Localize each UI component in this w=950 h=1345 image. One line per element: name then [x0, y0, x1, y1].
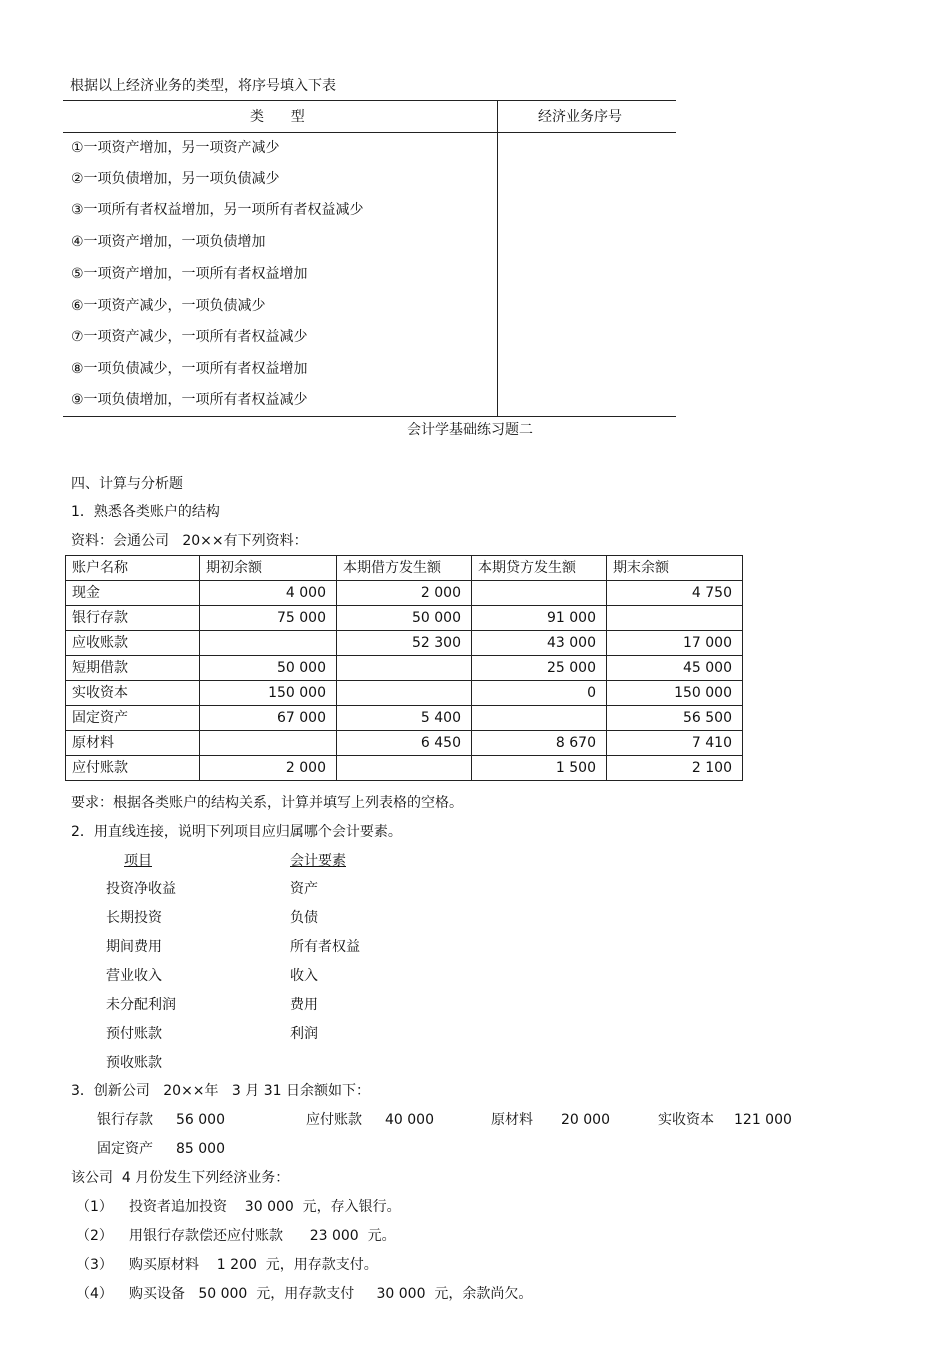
q3-april-intro: 该公司 4 月份发生下列经济业务： — [71, 1170, 290, 1186]
opening-balance: 2 000 — [200, 756, 337, 781]
balance-value: 85 000 — [176, 1141, 225, 1157]
q2-item: 预付账款 — [106, 1026, 162, 1042]
debit-amount: 52 300 — [337, 631, 472, 656]
transaction-number: （1） — [76, 1199, 113, 1215]
header-cell: 账户名称 — [66, 556, 200, 581]
header-sequence: 经济业务序号 — [538, 109, 622, 125]
q1-requirement: 要求：根据各类账户的结构关系，计算并填写上列表格的空格。 — [71, 795, 463, 811]
table-row — [66, 706, 743, 731]
q2-elements-header: 会计要素 — [290, 853, 346, 869]
table-row — [66, 631, 743, 656]
table-row — [66, 681, 743, 706]
opening-balance: 50 000 — [200, 656, 337, 681]
q2-item: 未分配利润 — [106, 997, 176, 1013]
debit-amount: 5 400 — [337, 706, 472, 731]
balance-value: 40 000 — [385, 1112, 434, 1128]
transaction-text: 用银行存款偿还应付账款 23 000 元。 — [129, 1228, 396, 1244]
type-row: ⑤一项资产增加，一项所有者权益增加 — [71, 266, 308, 282]
q2-items-header: 项目 — [124, 853, 152, 869]
transaction-number: （3） — [76, 1257, 113, 1273]
credit-amount: 43 000 — [472, 631, 607, 656]
debit-amount: 50 000 — [337, 606, 472, 631]
account-table — [65, 555, 743, 781]
table-row — [66, 756, 743, 781]
table-column-divider — [497, 100, 498, 417]
balance-name: 实收资本 — [658, 1112, 714, 1128]
transaction-text: 购买设备 50 000 元，用存款支付 30 000 元，余款尚欠。 — [129, 1286, 533, 1302]
table-header-row — [66, 556, 743, 581]
header-cell: 期末余额 — [607, 556, 743, 581]
transaction-number: （4） — [76, 1286, 113, 1302]
transaction-number: （2） — [76, 1228, 113, 1244]
q2-item: 营业收入 — [106, 968, 162, 984]
q2-element: 负债 — [290, 910, 318, 926]
closing-balance: 45 000 — [607, 656, 743, 681]
type-row: ⑦一项资产减少，一项所有者权益减少 — [71, 329, 308, 345]
type-row: ①一项资产增加，另一项资产减少 — [71, 140, 280, 156]
closing-balance — [607, 606, 743, 631]
type-row: ④一项资产增加，一项负债增加 — [71, 234, 266, 250]
q2-item: 预收账款 — [106, 1055, 162, 1071]
opening-balance: 4 000 — [200, 581, 337, 606]
balance-value: 121 000 — [734, 1112, 792, 1128]
credit-amount — [472, 581, 607, 606]
closing-balance: 56 500 — [607, 706, 743, 731]
table-top-border — [63, 100, 676, 101]
credit-amount: 1 500 — [472, 756, 607, 781]
account-name: 应付账款 — [66, 756, 200, 781]
q2-element: 资产 — [290, 881, 318, 897]
closing-balance: 150 000 — [607, 681, 743, 706]
table-row — [66, 606, 743, 631]
debit-amount — [337, 656, 472, 681]
type-row: ②一项负债增加，另一项负债减少 — [71, 171, 280, 187]
balance-name: 固定资产 — [97, 1141, 153, 1157]
balance-name: 银行存款 — [97, 1112, 153, 1128]
credit-amount: 0 — [472, 681, 607, 706]
q2-item: 长期投资 — [106, 910, 162, 926]
opening-balance — [200, 631, 337, 656]
q2-element: 费用 — [290, 997, 318, 1013]
header-cell: 期初余额 — [200, 556, 337, 581]
debit-amount: 2 000 — [337, 581, 472, 606]
table-row — [66, 656, 743, 681]
q2-item: 投资净收益 — [106, 881, 176, 897]
opening-balance: 67 000 — [200, 706, 337, 731]
header-type: 类 型 — [250, 109, 305, 125]
section-title: 四、计算与分析题 — [71, 476, 183, 492]
table-row — [66, 731, 743, 756]
q1-title: 1．熟悉各类账户的结构 — [71, 504, 220, 520]
account-name: 固定资产 — [66, 706, 200, 731]
q2-title: 2．用直线连接，说明下列项目应归属哪个会计要素。 — [71, 824, 402, 840]
q2-element: 利润 — [290, 1026, 318, 1042]
type-row: ⑨一项负债增加，一项所有者权益减少 — [71, 392, 308, 408]
account-name: 现金 — [66, 581, 200, 606]
type-row: ③一项所有者权益增加，另一项所有者权益减少 — [71, 202, 364, 218]
table-header-border — [63, 132, 676, 133]
credit-amount — [472, 706, 607, 731]
balance-name: 原材料 — [491, 1112, 533, 1128]
debit-amount: 6 450 — [337, 731, 472, 756]
q2-item: 期间费用 — [106, 939, 162, 955]
opening-balance — [200, 731, 337, 756]
credit-amount: 91 000 — [472, 606, 607, 631]
credit-amount: 25 000 — [472, 656, 607, 681]
closing-balance: 4 750 — [607, 581, 743, 606]
transaction-text: 购买原材料 1 200 元，用存款支付。 — [129, 1257, 378, 1273]
type-row: ⑧一项负债减少，一项所有者权益增加 — [71, 361, 308, 377]
q2-element: 所有者权益 — [290, 939, 360, 955]
closing-balance: 2 100 — [607, 756, 743, 781]
header-cell: 本期借方发生额 — [337, 556, 472, 581]
account-name: 银行存款 — [66, 606, 200, 631]
transaction-text: 投资者追加投资 30 000 元，存入银行。 — [129, 1199, 401, 1215]
table-bottom-border — [63, 416, 676, 417]
center-title: 会计学基础练习题二 — [407, 422, 533, 438]
balance-value: 56 000 — [176, 1112, 225, 1128]
debit-amount — [337, 681, 472, 706]
closing-balance: 7 410 — [607, 731, 743, 756]
table-row — [66, 581, 743, 606]
account-name: 实收资本 — [66, 681, 200, 706]
q3-title: 3．创新公司 20××年 3 月 31 日余额如下： — [71, 1083, 370, 1099]
closing-balance: 17 000 — [607, 631, 743, 656]
balance-value: 20 000 — [561, 1112, 610, 1128]
q2-element: 收入 — [290, 968, 318, 984]
credit-amount: 8 670 — [472, 731, 607, 756]
account-name: 应收账款 — [66, 631, 200, 656]
type-row: ⑥一项资产减少，一项负债减少 — [71, 298, 266, 314]
q1-source: 资料：会通公司 20××有下列资料： — [71, 533, 308, 549]
account-name: 短期借款 — [66, 656, 200, 681]
header-cell: 本期贷方发生额 — [472, 556, 607, 581]
balance-name: 应付账款 — [306, 1112, 362, 1128]
opening-balance: 150 000 — [200, 681, 337, 706]
account-name: 原材料 — [66, 731, 200, 756]
debit-amount — [337, 756, 472, 781]
opening-balance: 75 000 — [200, 606, 337, 631]
intro-line: 根据以上经济业务的类型，将序号填入下表 — [70, 78, 336, 94]
